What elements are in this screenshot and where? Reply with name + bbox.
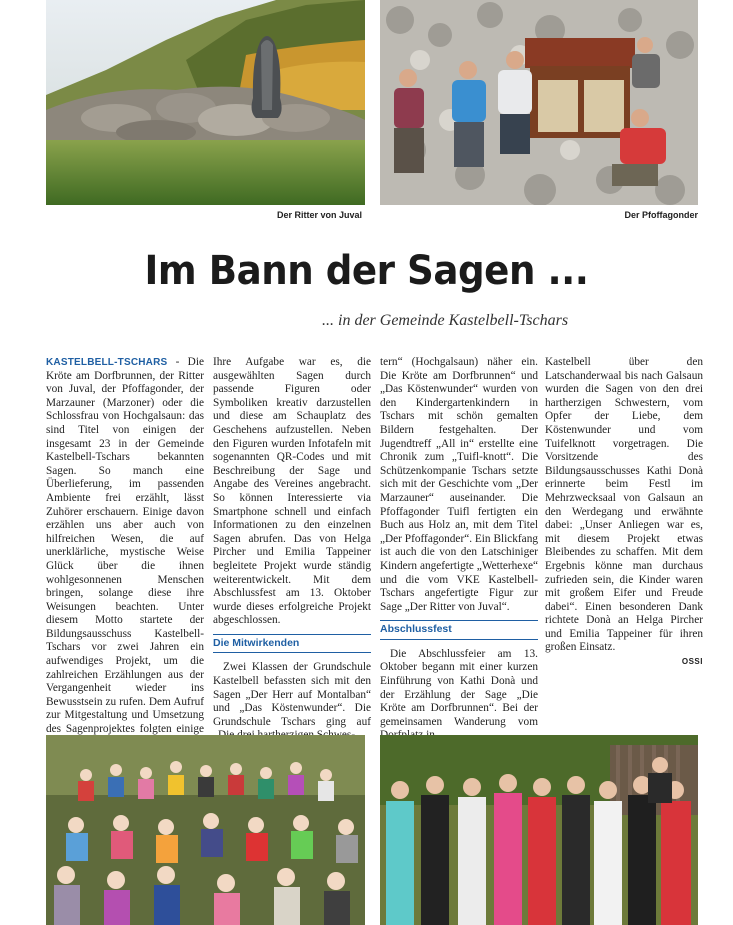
photo-caption-ritter: Der Ritter von Juval [276, 210, 362, 220]
article-col3-paragraph-1: tern“ (Hochgalsaun) näher ein. Die Kröte am Dorfbrunnen“ und „Das Köstenwunder“ wurden von den Kindergartenkindern in Tschars mit schön gemalten Bildern festgehalten. Der Jugendtreff „All in“ erstellte eine Chronik zum „Tuifl-knott“. Die Schützenkompanie Tschars setzte sich mit der Geschichte vom „Der Marzauner“ auseinander. Die Pfoffagonder Tuifl fertigten ein Buch aus Holz an, mit dem Titel „Der Pfoffagonder“. Ein Blickfang ist auch die von den Latschiniger Kindern angefertigte „Wetterhexe“ und die vom VKE Kastelbell-Tschars angefertigte Figur zur Sage „Der Ritter von Juval“. [380, 356, 538, 613]
photo-women-group [380, 735, 698, 925]
section-heading-abschlussfest: Abschlussfest [380, 620, 538, 640]
photo-caption-pfoffagonder: Der Pfoffagonder [624, 210, 698, 220]
article-column-4 [545, 356, 703, 669]
subline: ... in der Gemeinde Kastelbell-Tschars [322, 312, 569, 329]
article-col2-paragraph-2: Zwei Klassen der Grundschule Kastelbell befassten sich mit den Sagen „Der Herr auf Montalban“ und „Das Köstenwunder“. Die Grundschule Tschars ging auf [213, 661, 371, 728]
article-col2-paragraph-1: Ihre Aufgabe war es, die ausgewählten Sagen durch passende Figuren oder Symboliken kreativ darzustellen und diese am Schauplatz des Geschehens aufzustellen. Neben den Figuren wurden Infotafeln mit sogenannten QR-Codes und mit Beschreibung der Sage und Angabe des Vereines angebracht. So können Interessierte via Smartphone schnell und einfach Informationen zu den einzelnen Sagen abrufen. Das von Helga Pircher und Emilia Tappeiner begleitete Projekt wurde ständig weiterentwickelt. Mit dem Abschlussfest am 13. Oktober wurde dieses erfolgreiche Projekt abgeschlossen. [213, 356, 371, 627]
headline: Im Bann der Sagen ... [144, 248, 589, 294]
author-signature: OSSI [681, 657, 703, 667]
article-column-3 [380, 356, 538, 743]
section-heading-mitwirkende: Die Mitwirkenden [213, 634, 371, 654]
article-intro: - Die Kröte am Dorfbrunnen, der Ritter von Juval, der Pfoffagonder, der Marzauner (Marzoner) oder die Schlossfrau von Hochgalsaun: das sind Titel von einigen der insgesamt 23 in der Gemeinde Kastelbell-Tschars bekannten Sagen. So manch eine Überlieferung, im passenden Ambiente frei erzählt, lässt Zuhörer erschauern. Einige davon erzählen uns aber auch von hilfreichen Wesen, die auf unerklärliche, mystische Weise Glück über die ihnen wohlgesonnenen Menschen bringen, solange diese ihre Weisungen beachten. Unter diesem Motto startete der Bildungsausschuss Kastelbell-Tschars vor zwei Jahren ein aufwendiges Projekt, um die zahlreichen Erzählungen aus der Vergangenheit wieder ins Bewusstsein zu rufen. Dem Aufruf zur Mitgestaltung und Umsetzung des Sagenprojektes folgten einige [46, 356, 204, 736]
article-column-2 [213, 356, 371, 743]
photo-pfoffagonder [380, 0, 698, 205]
photo-children-group [46, 735, 365, 925]
article-col3-paragraph-2: Die Abschlussfeier am 13. Oktober begann mit einer kurzen Einführung von Kathi Donà und der Erzählung der Sage „Die Kröte am Dorfbrunnen“. Bei der gemeinsamen Wanderung vom [380, 647, 538, 728]
article-column-1 [46, 356, 204, 764]
article-col4-paragraph-1: Kastelbell über den Latschanderwaal bis nach Galsaun wurden die Sagen von den drei hartherzigen Schwestern, vom Opfer der Liebe, dem Köstenwunder und vom Tuifelknott vorgetragen. Die Vorsitzende des Bildungsausschusses Kathi Donà erinnerte beim Festl im Mehrzwecksaal von Galsaun an den Werdegang und erwähnte dabei: „Unser Anliegen war es, mit diesem Projekt etwas Bleibendes zu schaffen. Mit dem Ergebnis könne man durchaus zufrieden sein, die Kinder waren mit großem Eifer und Freude dabei“. Einen besonderen Dank richtete Donà an Helga Pircher und Emilia Tappeiner für ihren großen Einsatz. [545, 356, 703, 654]
photo-ritter-von-juval [46, 0, 365, 205]
dateline: KASTELBELL-TSCHARS [46, 357, 168, 368]
